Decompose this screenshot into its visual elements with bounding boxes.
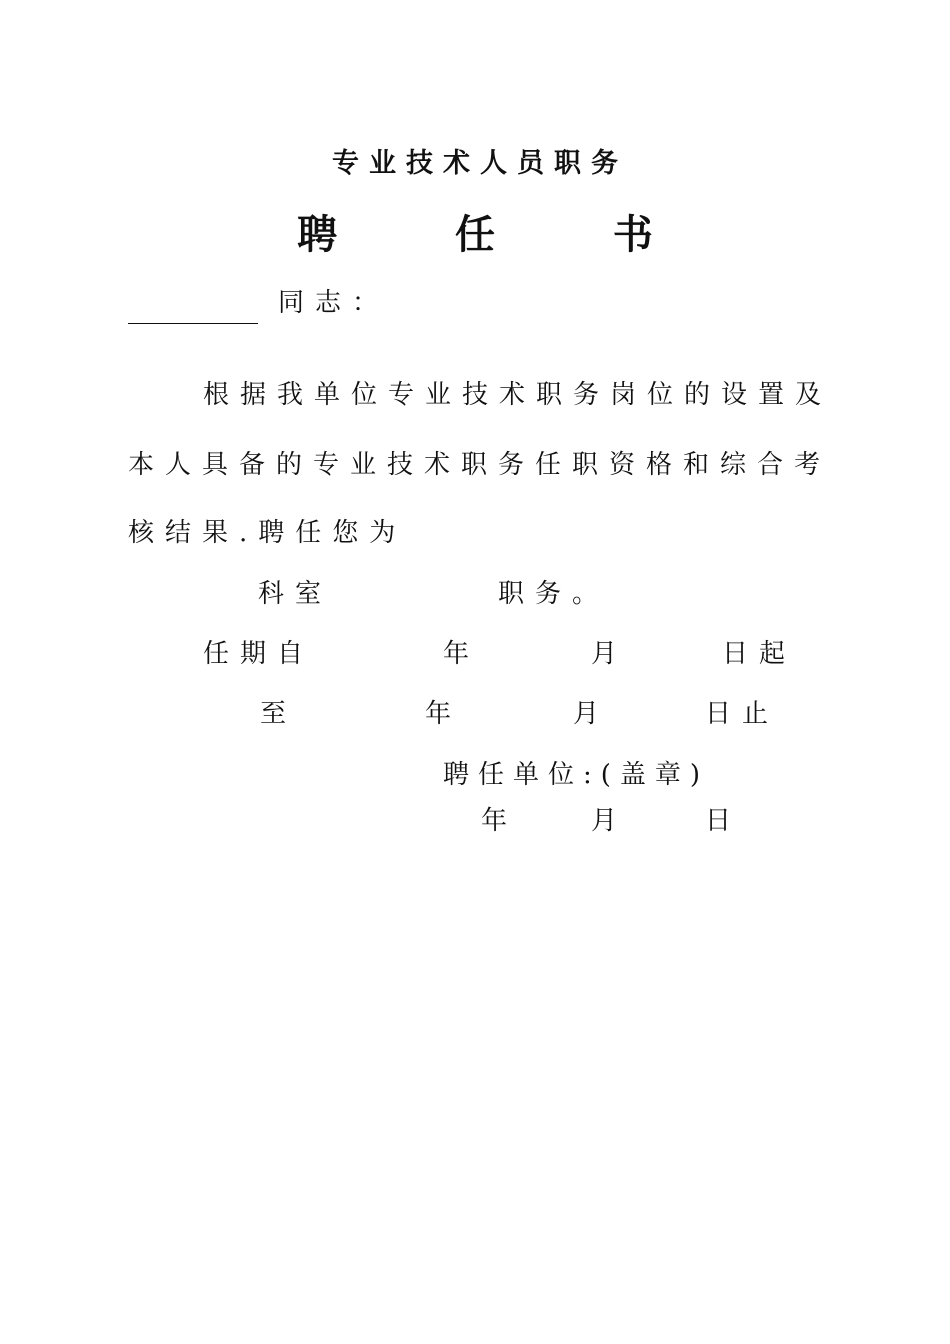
signature-day-label: 日 xyxy=(705,806,743,836)
post-label: 职务。 xyxy=(498,579,610,609)
signature-year-label: 年 xyxy=(481,806,519,836)
name-blank-line xyxy=(128,323,258,324)
term-from-day-label: 日起 xyxy=(722,639,797,669)
document-subtitle: 专业技术人员职务 xyxy=(332,148,628,179)
department-label: 科室 xyxy=(258,579,333,609)
term-from-year-label: 年 xyxy=(443,639,481,669)
paragraph-line-2: 本人具备的专业技术职务任职资格和综合考 xyxy=(128,450,832,480)
term-to-label: 至 xyxy=(260,699,298,729)
term-to-month-label: 月 xyxy=(573,699,611,729)
term-from-month-label: 月 xyxy=(591,639,629,669)
term-from-label: 任期自 xyxy=(203,639,315,669)
document-title: 聘 任 书 xyxy=(297,211,705,258)
paragraph-line-3: 核结果.聘任您为 xyxy=(128,518,407,548)
signature-month-label: 月 xyxy=(591,806,629,836)
term-to-year-label: 年 xyxy=(425,699,463,729)
term-to-day-label: 日止 xyxy=(705,699,780,729)
appointing-unit-seal-label: 聘任单位:(盖章) xyxy=(443,760,710,790)
salutation-label: 同志： xyxy=(278,288,390,318)
paragraph-line-1: 根据我单位专业技术职务岗位的设置及 xyxy=(203,380,833,410)
